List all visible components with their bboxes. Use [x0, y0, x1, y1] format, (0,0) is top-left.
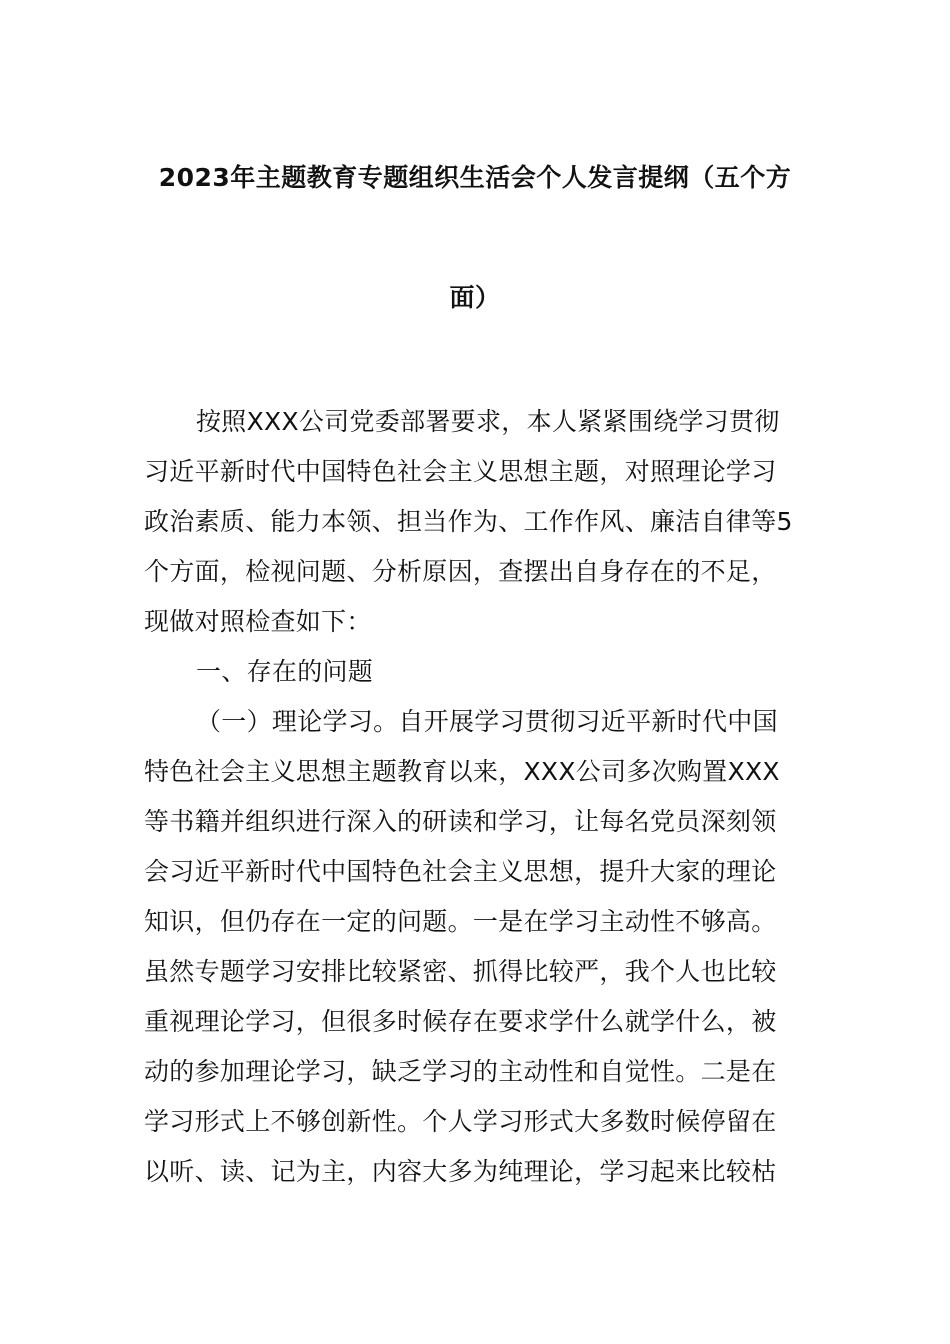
- body-line-15: 学习形式上不够创新性。个人学习形式大多数时候停留在: [144, 1107, 777, 1136]
- body-line-8: 特色社会主义思想主题教育以来，XXX公司多次购置XXX: [144, 757, 780, 786]
- document-title-line-1: 2023年主题教育专题组织生活会个人发言提纲（五个方: [158, 163, 792, 192]
- body-line-2: 习近平新时代中国特色社会主义思想主题，对照理论学习: [144, 457, 777, 486]
- body-line-9: 等书籍并组织进行深入的研读和学习，让每名党员深刻领: [144, 807, 777, 836]
- body-line-5: 现做对照检查如下：: [144, 607, 372, 636]
- body-line-4: 个方面，检视问题、分析原因，查摆出自身存在的不足，: [144, 557, 777, 586]
- section-heading-problems: 一、存在的问题: [196, 657, 374, 686]
- body-line-13: 重视理论学习，但很多时候存在要求学什么就学什么，被: [144, 1007, 777, 1036]
- document-title-line-2: 面）: [449, 283, 501, 312]
- body-line-1: 按照XXX公司党委部署要求，本人紧紧围绕学习贯彻: [196, 407, 780, 436]
- body-line-11: 知识，但仍存在一定的问题。一是在学习主动性不够高。: [144, 907, 777, 936]
- body-line-10: 会习近平新时代中国特色社会主义思想，提升大家的理论: [144, 857, 777, 886]
- body-line-16: 以听、读、记为主，内容大多为纯理论，学习起来比较枯: [144, 1157, 777, 1186]
- body-line-12: 虽然专题学习安排比较紧密、抓得比较严，我个人也比较: [144, 957, 777, 986]
- body-line-14: 动的参加理论学习，缺乏学习的主动性和自觉性。二是在: [144, 1057, 777, 1086]
- body-line-3: 政治素质、能力本领、担当作为、工作作风、廉洁自律等5: [144, 507, 793, 536]
- body-line-7: （一）理论学习。自开展学习贯彻习近平新时代中国: [196, 707, 778, 736]
